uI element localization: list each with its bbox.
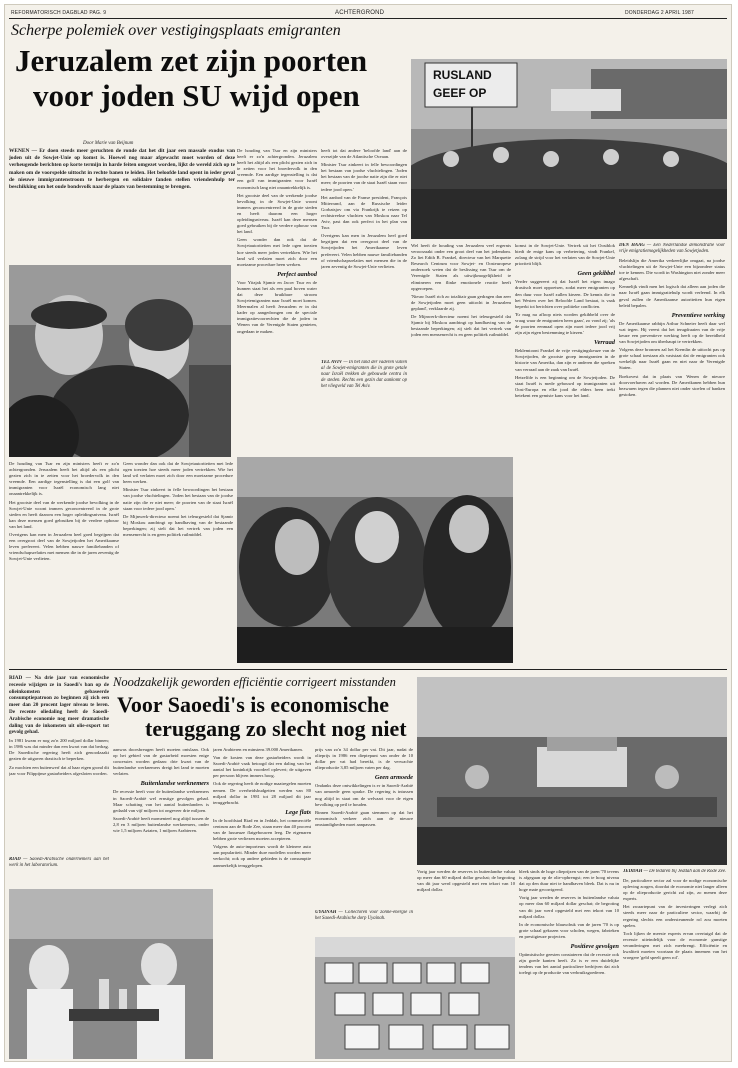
article1-col2 (237, 148, 317, 448)
article2-riad-column (9, 675, 109, 855)
article1-col6-text5: Boekovest dat in plaats van Wenen de nieuwe doorvoerhaven zal worden. De Amerikanen hebben hun bezwaren tegen die plannen niet onder stoelen of banken gestoken. (619, 373, 725, 397)
article2-col6 (623, 869, 727, 1059)
article1-col5-text2: Verder suggereert zij dat Israël het eigen imago drastisch moet oppoetsen, zodat meer emigranten op den duur voor Israël zullen kiezen. De kennis die in het Westen over het Beloofde Land bestaat, is vaak beperkt tot berichten over politieke conflicten. (515, 279, 615, 309)
telaviv-caption-label: TEL AVIV (321, 360, 343, 365)
jeddah-caption-text: — De tedaren bij Jeddah aan de Rode Zee. (643, 869, 727, 874)
subhead-lege-flats: Lege flats (285, 808, 311, 816)
article2-col4-text1: prijs van zo'n 34 dollar per vat. Dit jaar, nadat de olieprijs in 1986 een dieptepunt van onder de 10 dollar per vat had bereikt, is de verwachte olieproductie 3,85 miljoen vaten per dag. (315, 747, 413, 771)
article1-col6-text1: Beleidslijn die Amerika verkeerlijke omgaat, na joodse vluchtelingen uit de Sowjet-Unie een bijzondere status toe te kennen. Die wordt in Washington niet zonder meer afgeschaft. (619, 258, 725, 282)
date-label: DONDERDAG 2 APRIL 1987 (625, 10, 694, 16)
riad-caption (9, 857, 109, 887)
article1-lead-column (9, 148, 235, 262)
article1-col2-text4: Voor Yitzjak Sjamir en Jacov Tsur en de hunnen staat het als een paal boven water dat deze bruikbare stroom Sowjetemigranten naar Israël moet komen. Meermalen al heeft Jeruzalem er in dat kader op aangedrongen om de speciale immigratievoorrechten die de joden in Wenen van de Verenigde Staten genieten, ongedaan te maken. (237, 279, 317, 334)
article2-kicker: Noodzakelijk geworden efficiëntie corrigeert misstanden (113, 675, 396, 689)
uyainah-caption-label: UYAINAH (315, 910, 337, 915)
article2-riad-text2: In 1981 kwam er nog zo'n 200 miljard dollar binnen; in 1986 was dat minder dan een kwart van dat bedrag. De Saoedische regering heeft zich genoodzaakt gezien de uitgaven drastisch te beperken. (9, 738, 109, 762)
article1-col1-text2: Het grootste deel van de werkende joodse bevolking in de Sowjet-Unie woont immers geconcentreerd in de grote steden en heeft daarom een hoger opleidingsniveau. Israël kan deze mensen goed gebruiken bij de verdere opbouw van het land. (9, 499, 119, 529)
refinery-photo (417, 677, 727, 865)
newspaper-sheet (4, 4, 732, 1062)
uyainah-caption (315, 910, 413, 934)
article2-col2-text2: De recessie heeft voor de buitenlandse werknemers in Saoedi-Arabië wel ernstige gevolgen gehad. Maar schatting van het aantal buitenlanders is gedaald van vijf miljoen tot ongeveer drie miljoen. (113, 789, 209, 813)
subhead-verraad: Verraad (594, 339, 615, 347)
article2-lead: RIAD — Na drie jaar van economische recessie wijzigen ze in Saoedi's ban op de olieinkomsten gebaseerde consumptiepatroon zo beginnen zij zich een meer dan 20 procent lager niveau te leren. De recente oliedaling heeft de Saoedi-Arabische economie nog meer dramatische daling van de inkomsten uit olie-export tot gevolg gehad. (9, 675, 109, 736)
uyainah-caption-text: — Collectoren voor zonne-energie in het Saoedi-Arabische dorp Uyainah. (315, 910, 413, 921)
article2-col3-text5: Volgens de auto-importeurs wordt de kleinere auto aan populariteit. Minder dure modellen worden meer verkocht; ook op andere gebieden is de consumptie aanmerkelijk teruggelopen. (213, 844, 311, 868)
article1-col1b-continued (123, 461, 233, 661)
article2-col2 (113, 747, 209, 887)
den-haag-caption: — Een Nederlandse demonstratie voor vrije emigratiemogelijkheden van Sowjetjoden. (619, 243, 725, 254)
subhead-buitenlandse-werknemers: Buitenlandse werknemers (140, 780, 209, 788)
article2-col5-text3: In de economische blauwdruk van de jaren '70 is op grote schaal gekozen voor scholen, wegen, fabrieken en prestigieuze projecten. (519, 921, 619, 939)
section-label: ACHTERGROND (335, 10, 385, 16)
article1-col1-text1: De houding van Tsar en zijn ministers heeft er zo'n achtergronden. Jeruzalem heeft het altijd als een plicht gezien zich in te zetten voor het broedervolk in den vreemde. Een aardige tegenstelling is dat een golf van immigranten voor Israël economisch lang niet onaantrekkelijk is. (9, 461, 119, 497)
article1-col3-text4: Overigens kan men in Jeruzalem heel goed begrijpen dat een overgroot deel van de Sowjetjoden het Amerikaanse leven prefereert. Velen hebben nauwe familiebanden of vriendschapsrelaties met mensen die in de jaren zeventig de Sowjet-Unie verlieten. (321, 233, 407, 269)
article1-col1b-text2: Minister Tsur zinkeert in felle bewoordingen het bestaan van joodse vluchtelingen. 'Joden het bestaan van de joodse natie zijn die er niet meer; de poorten van de staat Israël staan voor iedere jood open.' (123, 487, 233, 511)
jeddah-caption-label: JEDDAH (623, 869, 643, 874)
article1-lead: WENEN — Er doen steeds meer geruchten de ronde dat het dit jaar een massale exodus van joden uit de Sowjet-Unie op komst is. Hoewel nog maar afgewacht moet worden of deze verheugende berichten op korte termijn in harde feiten omgezet worden, lijkt de wereld zich op te maken om de voorspelde uittocht in rechte banen te leiden. Het beloofde land opent in ieder geval de nieuwe immigrantenstroom te herbergen en solidaire fanden stellen vriendenhulp ter beschikking om het oude bondsvolk naar de plaats van bestemming te brengen. (9, 148, 235, 191)
article1-col5-text5: Hetzelfde is een beginning om de Sowjetjoden. De staat Israël is mede gebouwd op immigranten uit Oost-Europa en elke jood die elders heen trekt betekent een gemiste kans voor het land. (515, 374, 615, 398)
article1-col5 (515, 243, 615, 663)
article1-col4-text3: De Mijnwerk-directeur noemt het teleurgesteld dat Sjamir bij Moskou aandringt op handhaving van de bestaande beperkingen; zij stelt dat het vertrek van joden een mensenrecht is en geen politiek ruilmiddel. (411, 314, 511, 338)
article1-headline-line1: Jeruzalem zet zijn poorten (15, 43, 368, 78)
article2-col2-text1: aanwas doorsbreugen heeft moeten ontslaan. Ook op het gebied van de gastarbeid moesten enige concessies worden gedaan: drie kwart van de buitenlandse werknemers dreigt het land te moeten verlaten. (113, 747, 209, 777)
article1-col2-text3: Geen wonder dan ook dat de Sowjetautoriteiten met lede ogen toezien hoe steeds meer joden vertrekken. Wie het land wil verlaten moet zich door een moeizame procedure heen werken. (237, 237, 317, 267)
article1-col1-continued (9, 461, 119, 661)
telaviv-caption-text: — In het land der vaderen vullen al de Sowjet-emigranten die in grote getale naar Israël trekken de gebouwde centra in de steden. Rechts een gezin dat aankomt op het vliegveld van Tel Aviv. (321, 360, 407, 389)
demonstration-photo (411, 59, 727, 239)
subhead-perfect-aanbod: Perfect aanbod (277, 270, 317, 278)
subhead-positieve-gevolgen: Positieve gevolgen (570, 943, 619, 951)
article1-headline-line2: voor joden SU wijd open (33, 78, 360, 113)
article1-col3-text3: Het aanbod van de Franse president, François Mitterrand, aan de Russische leider Gorbatsjov om via Frankrijk te reizen op rechtstreekse vluchten van Moskou naar Tel Aviv, past dan ook perfect in het plan van Tsur. (321, 194, 407, 231)
article2-col3 (213, 747, 311, 1059)
article2-col5-text4: Optimistische geesten constateren dat de recessie ook zijn goede kanten heeft. Zo is er een duidelijke tendens van het aantal particuliere bedrijven dat zich toelegt op de productie van verbruiksgoederen. (519, 952, 619, 976)
article1-col5-text3: 'Er mag na afloop niets worden gekibbeld over de vraag waar de emigranten heen gaan', zo vond zij; 'als de poorten eenmaal open zijn moet iedere jood vrij zijn zijn eigen bestemming te kiezen.' (515, 311, 615, 336)
article2-col5-text1: bleek sinds de hoge olieprijzen van de jaren '70 tevens is afgegaan op de olie-opbrengst; een te hoog niveau dat op den duur niet te handhaven bleek. Dat is nu in hoge mate gecorrigeerd. (519, 869, 619, 893)
article1-col6-text2: Kennelijk vindt men het logisch dat alleen aan joden die naar Israël gaan immigratiehulp wordt verleend. In elk geval zullen de Amerikaanse autoriteiten hun eigen beleid bepalen. (619, 284, 725, 308)
article1-col6-text4: Volgens deze bronnen zal het Kremlin de uittocht pas op grote schaal toestaan als vaststaat dat de emigranten ook werkelijk naar Israël gaan en niet naar de Verenigde Staten. (619, 347, 725, 371)
article1-col3-text1: heeft tot dat andere 'beloofde land' aan de overzijde van de Atlantische Oceaan. (321, 148, 407, 160)
article2-col3-text3: Ook de regering heeft de nodige maatregelen moeten nemen. De overheidsbudgetten werden van 80 miljard dollar in 1981 tot 28 miljard dit jaar teruggebracht. (213, 781, 311, 805)
article1-kicker: Scherpe polemiek over vestigingsplaats emigranten (11, 22, 341, 39)
article2-col5 (519, 869, 619, 1059)
article2-col4-text2: Ondanks deze ontwikkelingen is er in Saoedi-Arabië van armoede geen sprake. De regering is intussen nog altijd in staat om de welvaart voor de eigen bevolking op peil te houden. (315, 783, 413, 807)
article2-col6-text3: Toch lijken de meeste experts ervan overtuigd dat de recessie uiteindelijk voor de economie gunstige veranderingen met zich meebrengt. Efficiëntie en kwaliteit moeten voortaan de plaats innemen van het vroegere 'geld speelt geen rol'. (623, 930, 727, 961)
header-rule (9, 18, 727, 19)
article2-headline-line2: teruggang zo slecht nog niet (145, 716, 407, 741)
subhead-geen-gekibbel: Geen gekibbel (577, 270, 615, 278)
article1-col4-text2: 'Nieuw Israël rich zo totalitair gaan gedragen dan zeer de Sowjetjoden moet geen uittocht in Jeruzalem gepland', verklaarde zij. (411, 293, 511, 311)
article1-col5-text4: Beklemtoont Frankel de vrije vestigingskeuze van de Sowjetjoden, de grootste groep immigranten in de historie van Amerika, dan zijn er anderen die spreken van verraad aan de zaak van Israël. (515, 348, 615, 372)
riad-caption-label: RIAD (9, 857, 21, 862)
article2-col4b-text1: Vorig jaar werden de reserves in buitenlandse valuta op meer dan 60 miljard dollar geschat; de begroting van dit jaar werd opgesteld met een tekort van 10 miljard dollar. (417, 869, 515, 893)
article2-col4b (417, 869, 515, 935)
article2-col4-text3: Binnen Saoedi-Arabië gaan stemmen op dat het economisch verkeer zich aan de nieuwe omstandigheden moet aanpassen. (315, 809, 413, 827)
article1-col2-text1: De houding van Tsar en zijn ministers heeft er zo'n achtergronden. Jeruzalem heeft het altijd als een plicht gezien zich in te zetten voor het broedervolk in den vreemde. Een aardige tegenstelling is dat een golf van immigranten voor Israël economisch lang niet onaantrekkelijk is. (237, 148, 317, 190)
article1-col5-text1: komst in de Sowjet-Unie. Vertrek uit het Oostblok biedt de enige kans op verbetering, vindt Frankel, zolang de strijd voor het verlaten van de Sowjet-Unie prioriteit blijft. (515, 243, 615, 267)
article2-col6-text1: De, particuliere sector zal voor de nodige economische opleving zorgen, doordat de economie niet langer alleen op de olieproductie gericht zal zijn, zo menen deze experts. (623, 878, 727, 902)
article2-riad-text3: Zo mochten een buitenwerf dat al haar eigen grond dit jaar voor Filippijnse gastarbeiders afgesloten worden. (9, 764, 109, 776)
subhead-preventieve-werking: Preventieve werking (671, 311, 725, 319)
article1-col1b-text1: Geen wonder dan ook dat de Sowjetautoriteiten met lede ogen toezien hoe steeds meer joden vertrekken. Wie het land wil verlaten moet zich door een moeizame procedure heen werken. (123, 461, 233, 485)
article1-col1b-text3: De Mijnwerk-directeur noemt het teleurgesteld dat Sjamir bij Moskou aandringt op handhaving van de bestaande beperkingen; zij stelt dat het vertrek van joden een mensenrecht is en geen politiek ruilmiddel. (123, 513, 233, 538)
airport-arrival-photo (237, 457, 513, 663)
article1-col4-text1: Wel heeft de houding van Jeruzalem veel ergernis veroorzaakt onder een groot deel van het jodendom. Zo liet Edith B. Frankel, directeur van het Marquette Research Centrum voor Sowjet- en Oosteuropese onderzoek weten dat de beslissing van Tsur om de Verenigde Staten als uitwijkmogelijkheid te elimineren een flinke emotionele reactie heeft opgeroepen. (411, 243, 511, 291)
den-haag-label: DEN HAAG (619, 243, 645, 248)
article1-col3-text2: Minister Tsur zinkeert in felle bewoordingen het bestaan van joodse vluchtelingen. 'Joden het bestaan van de joodse natie zijn die er niet meer; de poorten van de staat Israël staan voor iedere jood open.' (321, 162, 407, 192)
article1-byline: Door Marie van Beijnum (83, 141, 134, 146)
article2-col3-text1: jaren Arabieren en minstens 39.000 Amerikanen. (213, 747, 303, 752)
riad-caption-text: — Saoedi-Arabische ondernemers aan het werk in het laboratorium. (9, 857, 109, 868)
laboratory-photo (9, 889, 213, 1059)
article2-col5-text2: Vorig jaar werden de reserves in buitenlandse valuta op meer dan 60 miljard dollar geschat; de begroting van dit jaar werd opgesteld met een tekort van 10 miljard dollar. (519, 895, 619, 919)
article-separator-rule (9, 669, 727, 670)
article2-col3-text2: Van de kosten van deze gastarbeiders wordt in Saoedi-Arabië vaak betoogd dat een daling van het aantal het koninkrijk voordeel oplevert; de uitgaven per persoon blijven immers hoog. (213, 755, 311, 779)
article2-col2-text3: Saoedi-Arabië heeft momenteel nog altijd tussen de 2,8 en 3 miljoen buitenlandse werknemers, onder wie 1,5 miljoen Aziaten, 1 miljoen Arabieren. (113, 815, 209, 834)
banner-line1: RUSLAND (433, 68, 492, 82)
telaviv-caption (321, 360, 407, 460)
family-photo (9, 265, 231, 457)
article1-col3 (321, 148, 407, 348)
article2-col4 (315, 747, 413, 907)
article1-col6-text3: De Amerikaanse rabbijn Arthur Schneier heeft daar wel wat tegen. Hij vreest dat het terugdraaien van de vrije keuze een preventieve werking heeft op de bereidheid van Sowjetjoden om überhaupt te vertrekken. (619, 320, 725, 345)
article2-col3-text4: In de hoofdstad Riad en in Jeddah, het commerciële centrum aan de Rode Zee, staan meer dan 40 procent van de luxueuze flatgebouwen leeg. De eigenaren hebben grote verliezen moeten accepteren. (213, 817, 311, 842)
article1-col6 (619, 243, 725, 663)
subhead-geen-armoede: Geen armoede (374, 774, 413, 782)
article1-col2-text2: Het grootste deel van de werkende joodse bevolking in de Sowjet-Unie woont immers geconcentreerd in de grote steden en heeft daarom een hoger opleidingsniveau. Israël kan deze mensen goed gebruiken bij de verdere opbouw van het land. (237, 192, 317, 235)
article2-headline-line1: Voor Saoedi's is economische (117, 692, 389, 717)
article1-col4 (411, 243, 511, 453)
paper-name: REFORMATORISCH DAGBLAD PAG. 9 (11, 10, 107, 16)
article1-col1-text3: Overigens kan men in Jeruzalem heel goed begrijpen dat een overgroot deel van de Sowjetjoden het Amerikaanse leven prefereert. Velen hebben nauwe familiebanden of vriendschapsrelaties met mensen die in de jaren zeventig de Sowjet-Unie verlieten. (9, 532, 119, 562)
banner-line2: GEEF OP (433, 86, 487, 100)
solar-panels-photo (315, 937, 515, 1059)
article2-col6-text2: Het zwaartepunt van de investeringen verlegt zich steeds meer naar de particuliere sector, waarbij de regering slechts een ondersteunende rol zou moeten spelen. (623, 904, 727, 928)
